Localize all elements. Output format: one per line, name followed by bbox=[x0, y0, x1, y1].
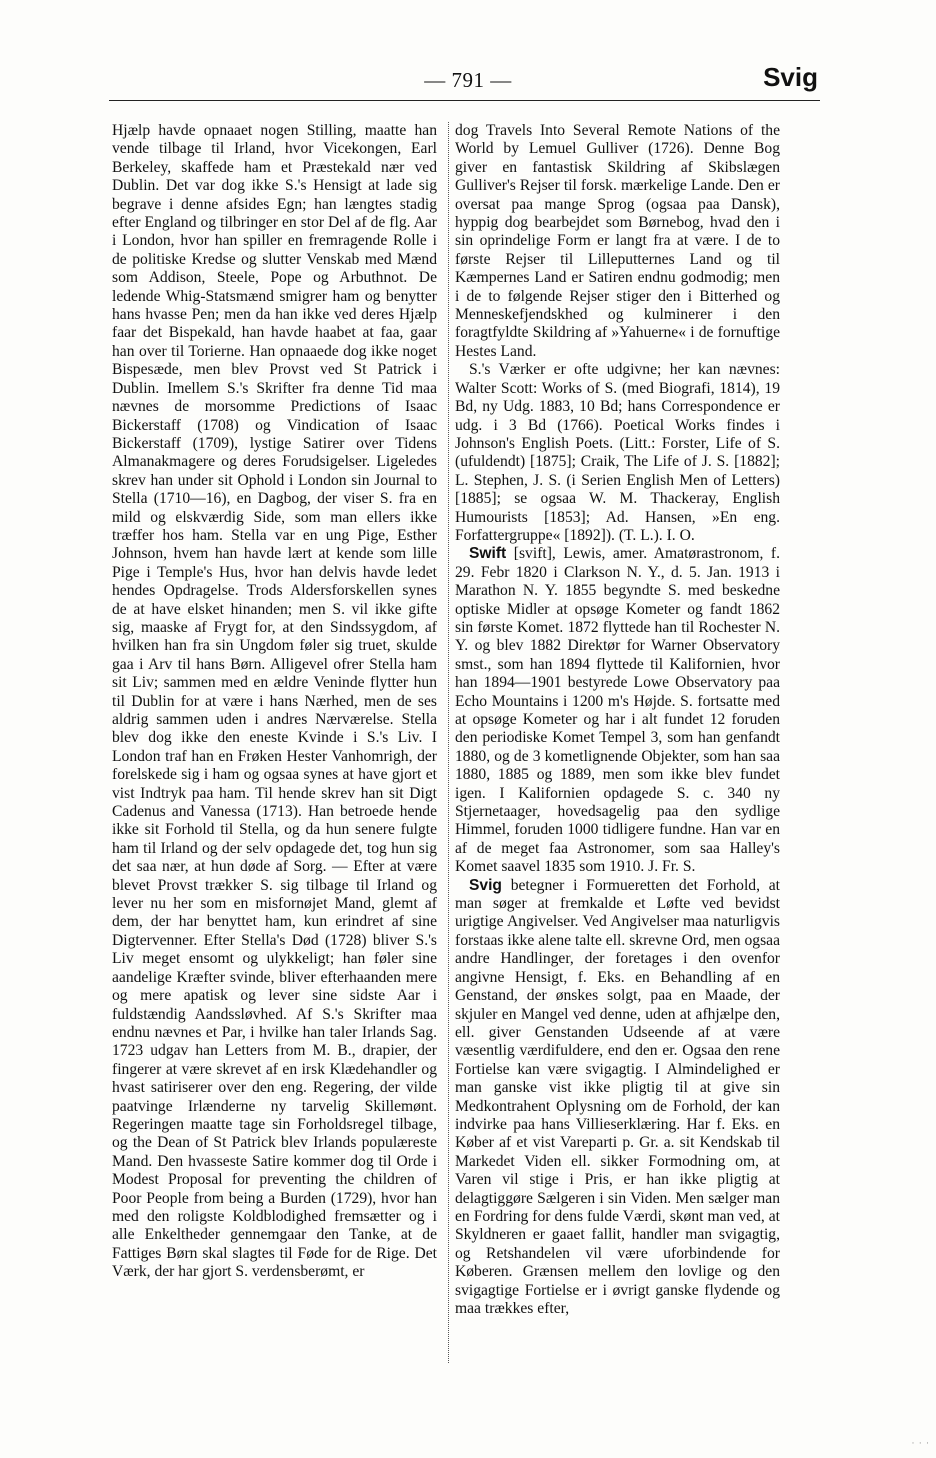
right-column bbox=[455, 122, 780, 1318]
entry-headword-svig: Svig bbox=[469, 876, 502, 894]
entry-svig bbox=[455, 877, 780, 1319]
entry-swift-lewis bbox=[455, 545, 780, 876]
entry-body-svig: betegner i Formueretten det Forhold, at man søger at fremkalde et Løfte ved bevidst urigtige Angivelser. Ved Angivelser maa naturligvis forstaas ikke alene talte ell. skrevne Ord, men ogsaa andre Handlinger, der foretages i den ovenfor angivne Hensigt, f. Eks. en Behandling af en Genstand, der ønskes solgt, paa en Maade, der skjuler en Mangel ved denne, uden at afhjælpe den, ell. giver Genstanden Udseende af at være væsentlig værdifuldere, end den er. Ogsaa den rene Fortielse kan være svigagtig. I Almindelighed er man ganske vist ikke pligtig til at give sin Medkontrahent Oplysning om de Forhold, der kan indvirke paa hans Villieserklæring. Har f. Eks. en Køber af et vist Vareparti p. Gr. a. sit Kendskab til Markedet Viden ell. sikker Formodning om, at Varen vil stige i Pris, er han ikke pligtig at delagtiggøre Sælgeren i sin Viden. Men sælger man en Fordring for dens fulde Værdi, skønt man ved, at Skyldneren er gaaet fallit, handler man svigagtig, og Retshandelen vil være uforbindende for Køberen. Grænsen mellem den lovlige og den svigagtige Fortielse er i øvrigt ganske flydende og maa trækkes efter, bbox=[455, 876, 780, 1317]
running-headword: Svig bbox=[763, 62, 818, 92]
header-rule bbox=[109, 100, 820, 101]
page-header bbox=[0, 60, 936, 100]
paragraph-gulliver: dog Travels Into Several Remote Nations of the World by Lemuel Gulliver (1726). Denne Bog giver en fantastisk Skildring af Skibslægen Gulliver's Rejser til forsk. mærkelige Lande. Den er oversat paa mange Sprog (ogsaa paa Dansk), hyppig dog bearbejdet som Børnebog, hvad den i sin oprindelige Form er langt fra at være. I de to første Rejser til Lilleputternes Land og til Kæmpernes Land er Satiren endnu godmodig; men i de to følgende Rejser stiger den i Bitterhed og Menneskefjendskhed og kulminerer i den foragtfyldte Skildring af »Yahuerne« i de fornuftige Hestes Land. bbox=[455, 122, 780, 360]
entry-body-swift: [svift], Lewis, amer. Amatørastronom, f. 29. Febr 1820 i Clarkson N. Y., d. 5. Jan. 1913 i Marathon N. Y. 1855 begyndte S. med beskedne optiske Midler at opsøge Kometer og fandt 1862 sin første Komet. 1872 flyttede han til Rochester N. Y. og blev 1882 Direktør for Warner Observatory smst., som han 1894 flyttede til Kalifornien, hvor han 1894—1901 bestyrede Lowe Observatory paa Echo Mountains i 1200 m's Højde. S. fortsatte med at opsøge Kometer og har i alt fundet 12 foruden den periodiske Komet Tempel 3, som han genfandt 1880, og de 3 kometlignende Objekter, som han saa 1880, 1885 og 1889, men som ikke blev fundet igen. I Kalifornien opdagede S. c. 340 ny Stjernetaager, hovedsagelig paa den sydlige Himmel, foruden 1000 tidligere fundne. Han var en af de meget faa Astronomer, som saa Halley's Komet saavel 1835 som 1910. J. Fr. S. bbox=[455, 545, 780, 876]
entry-headword-swift: Swift bbox=[469, 545, 507, 563]
left-column bbox=[112, 122, 437, 1282]
column-divider bbox=[448, 122, 449, 1363]
paragraph-works: S.'s Værker er ofte udgivne; her kan nævnes: Walter Scott: Works of S. (med Biografi, 1814), 19 Bd, ny Udg. 1883, 10 Bd; hans Correspondence er udg. i 3 Bd (1766). Poetical Works findes i Johnson's English Poets. (Litt.: Forster, Life of S. (ufuldendt) [1875]; Craik, The Life of J. S. [1882]; L. Stephen, J. S. (i Serien English Men of Letters) [1885]; se ogsaa W. M. Thackeray, English Humourists [1853]; Ad. Hansen, »En eng. Forfattergruppe« [1892]). (T. L.). I. O. bbox=[455, 361, 780, 544]
page-number: — 791 — bbox=[424, 68, 512, 92]
scan-speck: · · · bbox=[911, 1438, 930, 1448]
paragraph-swift-biography: Hjælp havde opnaaet nogen Stilling, maatte han vende tilbage til Irland, hvor Vicekongen, Earl Berkeley, skaffede ham et Præstekald nær ved Dublin. Det var dog ikke S.'s Hensigt at lade sig begrave i denne afsides Egn; han længtes stadig efter England og tilbringer en stor Del af de flg. Aar i London, hvor han spiller en fremragende Rolle i de politiske Kredse og slutter Venskab med Mænd som Addison, Steele, Pope og Arbuthnot. De ledende Whig-Statsmænd smigrer ham og benytter hans hvasse Pen; men da han ikke ved deres Hjælp faar det Bispekald, han havde haabet at faa, gaar han over til Torierne. Han opnaaede dog ikke noget Bispesæde, men blev Provst ved St Patrick i Dublin. Imellem S.'s Skrifter fra denne Tid maa nævnes de morsomme Predictions of Isaac Bickerstaff (1708) og Vindication of Isaac Bickerstaff (1709), lystige Satirer over Tidens Almanakmagere og deres Forudsigelser. Ligeledes skrev han under sit Ophold i London sin Journal to Stella (1710—16), en Dagbog, der viser S. fra en mild og elskværdig Side, som man ellers ikke træffer hos ham. Stella var en ung Pige, Esther Johnson, hvem han havde lært at kende som lille Pige i Temple's Hus, hvor han delvis havde ledet hendes Opdragelse. Trods Aldersforskellen synes de at have elsket hinanden; men S. vil ikke gifte sig, maaske af Frygt for, at den Sindssygdom, af hvilken han fra sin Ungdom føler sig truet, skulde gaa i Arv til hans Børn. Alligevel ofrer Stella ham sit Liv; sammen med en ældre Veninde flytter hun til Dublin for at være i hans Nærhed, men de ses aldrig sammen uden i andres Nærværelse. Stella blev dog ikke den eneste Kvinde i S.'s Liv. I London traf han en Frøken Hester Vanhomrigh, der forelskede sig i ham og ogsaa synes at have gjort et vist Indtryk paa ham. Til hende skrev han sit Digt Cadenus and Vanessa (1713). Han betroede hende ikke sit Forhold til Stella, og da hun senere fulgte ham til Irland og der selv opdagede det, tog hun sig det saa nær, at hun døde af Sorg. — Efter at være blevet Provst trækker S. sig tilbage til Irland og lever nu her som en misfornøjet Mand, glemt af dem, der har benyttet ham, kun erindret af sine Digtervenner. Efter Stella's Død (1728) bliver S.'s Liv meget ensomt og ulykkeligt; han føler sine aandelige Kræfter svinde, bliver efterhaanden mere og mere apatisk og lever sine sidste Aar i fuldstændig Aandssløvhed. Af S.'s Skrifter maa endnu nævnes et Par, i hvilke han taler Irlands Sag. 1723 udgav han Letters from M. B., drapier, der fingerer at være skrevet af en irsk Klædehandler og hvast satiriserer over den eng. Regering, der vilde paatvinge Irlænderne ny tarvelig Skillemønt. Regeringen maatte tage sin Forholdsregel tilbage, og the Dean of St Patrick blev Irlands populæreste Mand. Den hvasseste Satire kommer dog til Orde i Modest Proposal for preventing the children of Poor People from being a Burden (1729), hvor han med den roligste Koldblodighed fremsætter og i alle Enkeltheder gennemgaar den Tanke, at de Fattiges Børn skal slagtes til Føde for de Rige. Det Værk, der har gjort S. verdensberømt, er bbox=[112, 122, 437, 1281]
